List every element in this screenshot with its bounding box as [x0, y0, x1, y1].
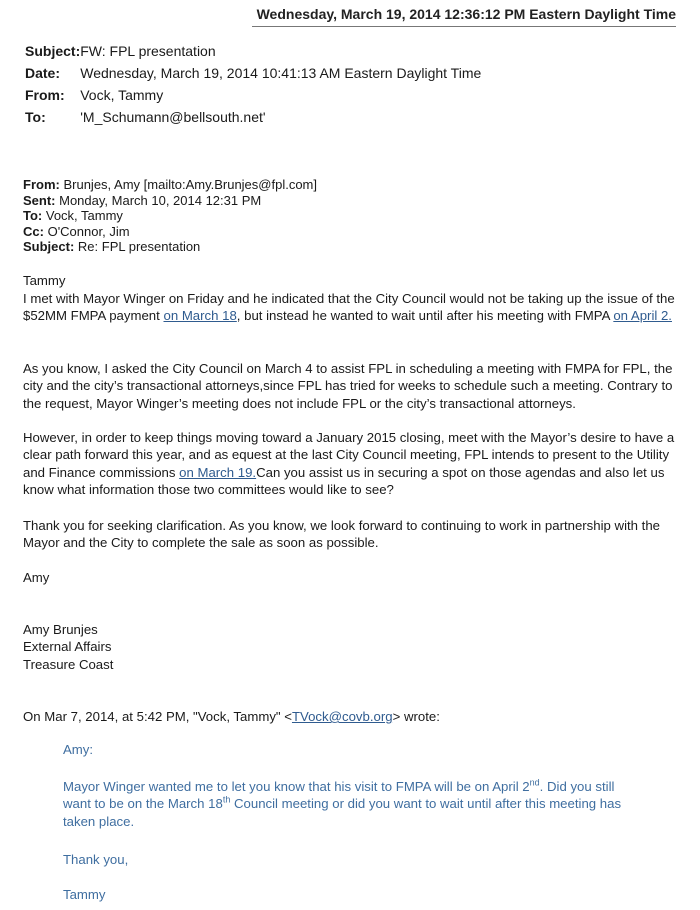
fwd-subject-value: Re: FPL presentation — [77, 239, 201, 255]
reply-text-b: > wrote: — [392, 709, 440, 724]
p1-text-b: , but instead he wanted to wait until after his meeting with FMPA — [236, 308, 614, 324]
to-value: 'M_Schumann@bellsouth.net' — [80, 109, 266, 125]
p3-text-a: However, in order to keep things moving toward a January 2015 closing, meet with the Mayor’s desire to have a clear path forward this year, and as equest at the last City Council meeting, FPL intends to present to the Utility and Finance commissions — [23, 430, 675, 480]
p2-text: As you know, I asked the City Council on March 4 to assist FPL in scheduling a meeting with FMPA for FPL, the city and the city’s transactional attorneys,since FPL has tried for weeks to schedule such a meeting. Contrary to the request, Mayor Winger’s meeting does not include FPL or the city’s transactional attorneys. — [23, 361, 673, 411]
forwarded-header — [23, 177, 317, 255]
q1-text-b: . Did you still want to be on the March 18 — [63, 779, 615, 812]
link-march-18[interactable]: on March 18 — [163, 308, 237, 324]
fwd-to-value: Vock, Tammy — [45, 208, 123, 224]
date-value: Wednesday, March 19, 2014 10:41:13 AM Eastern Daylight Time — [80, 65, 482, 81]
quoted-paragraph — [63, 778, 623, 830]
q1-sup-nd: nd — [529, 777, 540, 788]
fwd-subject-line — [23, 239, 317, 255]
fwd-to-label: To: — [23, 208, 43, 224]
fwd-cc-line — [23, 224, 317, 240]
signature-block — [23, 621, 683, 673]
fwd-sent-value: Monday, March 10, 2014 12:31 PM — [59, 192, 262, 208]
date-row — [25, 65, 481, 87]
fwd-sent-line — [23, 193, 317, 209]
greeting: Tammy — [23, 273, 66, 288]
fwd-sent-label: Sent: — [23, 192, 56, 208]
fwd-from-label: From: — [23, 177, 60, 192]
from-label: From: — [25, 87, 65, 103]
quoted-thanks: Thank you, — [63, 852, 129, 867]
print-datetime: Wednesday, March 19, 2014 12:36:12 PM Eastern Daylight Time — [256, 6, 676, 22]
link-april-2[interactable]: on April 2. — [613, 308, 672, 324]
quoted-signoff: Tammy — [63, 887, 106, 902]
to-label: To: — [25, 109, 46, 125]
signature-dept: External Affairs — [23, 639, 112, 655]
reply-text-a: On Mar 7, 2014, at 5:42 PM, "Vock, Tammy" < — [23, 709, 292, 724]
fwd-subject-label: Subject: — [23, 239, 75, 255]
fwd-cc-value: O'Connor, Jim — [47, 223, 130, 239]
link-tvock-email[interactable]: TVock@covb.org — [291, 709, 393, 724]
subject-row — [25, 43, 481, 65]
subject-label: Subject: — [25, 43, 81, 59]
p4-text: Thank you for seeking clarification. As you know, we look forward to continuing to work in partnership with the Mayor and the City to complete the sale as soon as possible. — [23, 518, 660, 551]
signature-name: Amy Brunjes — [23, 622, 98, 637]
paragraph-2 — [23, 360, 683, 412]
paragraph-1 — [23, 290, 683, 325]
date-label: Date: — [25, 65, 61, 81]
fwd-cc-label: Cc: — [23, 223, 44, 239]
q1-text-c: Council meeting or did you want to wait until after this meeting has taken place. — [63, 796, 622, 829]
paragraph-4 — [23, 517, 683, 552]
from-row — [25, 87, 481, 109]
fwd-from-value: Brunjes, Amy [mailto:Amy.Brunjes@fpl.com] — [63, 177, 318, 192]
q1-sup-th: th — [222, 794, 231, 805]
link-march-19[interactable]: on March 19. — [179, 464, 257, 480]
paragraph-3 — [23, 429, 683, 498]
p1-text-a: I met with Mayor Winger on Friday and he indicated that the City Council would not be taking up the issue of the $52MM FMPA payment — [23, 291, 675, 324]
fwd-to-line — [23, 208, 317, 224]
subject-value: FW: FPL presentation — [80, 43, 216, 59]
signature-region: Treasure Coast — [23, 656, 114, 672]
q1-text-a: Mayor Winger wanted me to let you know that his visit to FMPA will be on April 2 — [63, 779, 530, 794]
header-divider — [252, 26, 676, 27]
reply-attribution — [23, 708, 683, 725]
message-header — [25, 43, 481, 131]
signoff-amy: Amy — [23, 570, 50, 585]
to-row — [25, 109, 481, 131]
from-value: Vock, Tammy — [80, 87, 164, 103]
p3-text-b: Can you assist us in securing a spot on those agendas and also let us know what information those two committees would like to see? — [23, 464, 665, 497]
fwd-from-line — [23, 177, 317, 193]
quoted-greeting: Amy: — [63, 742, 94, 757]
